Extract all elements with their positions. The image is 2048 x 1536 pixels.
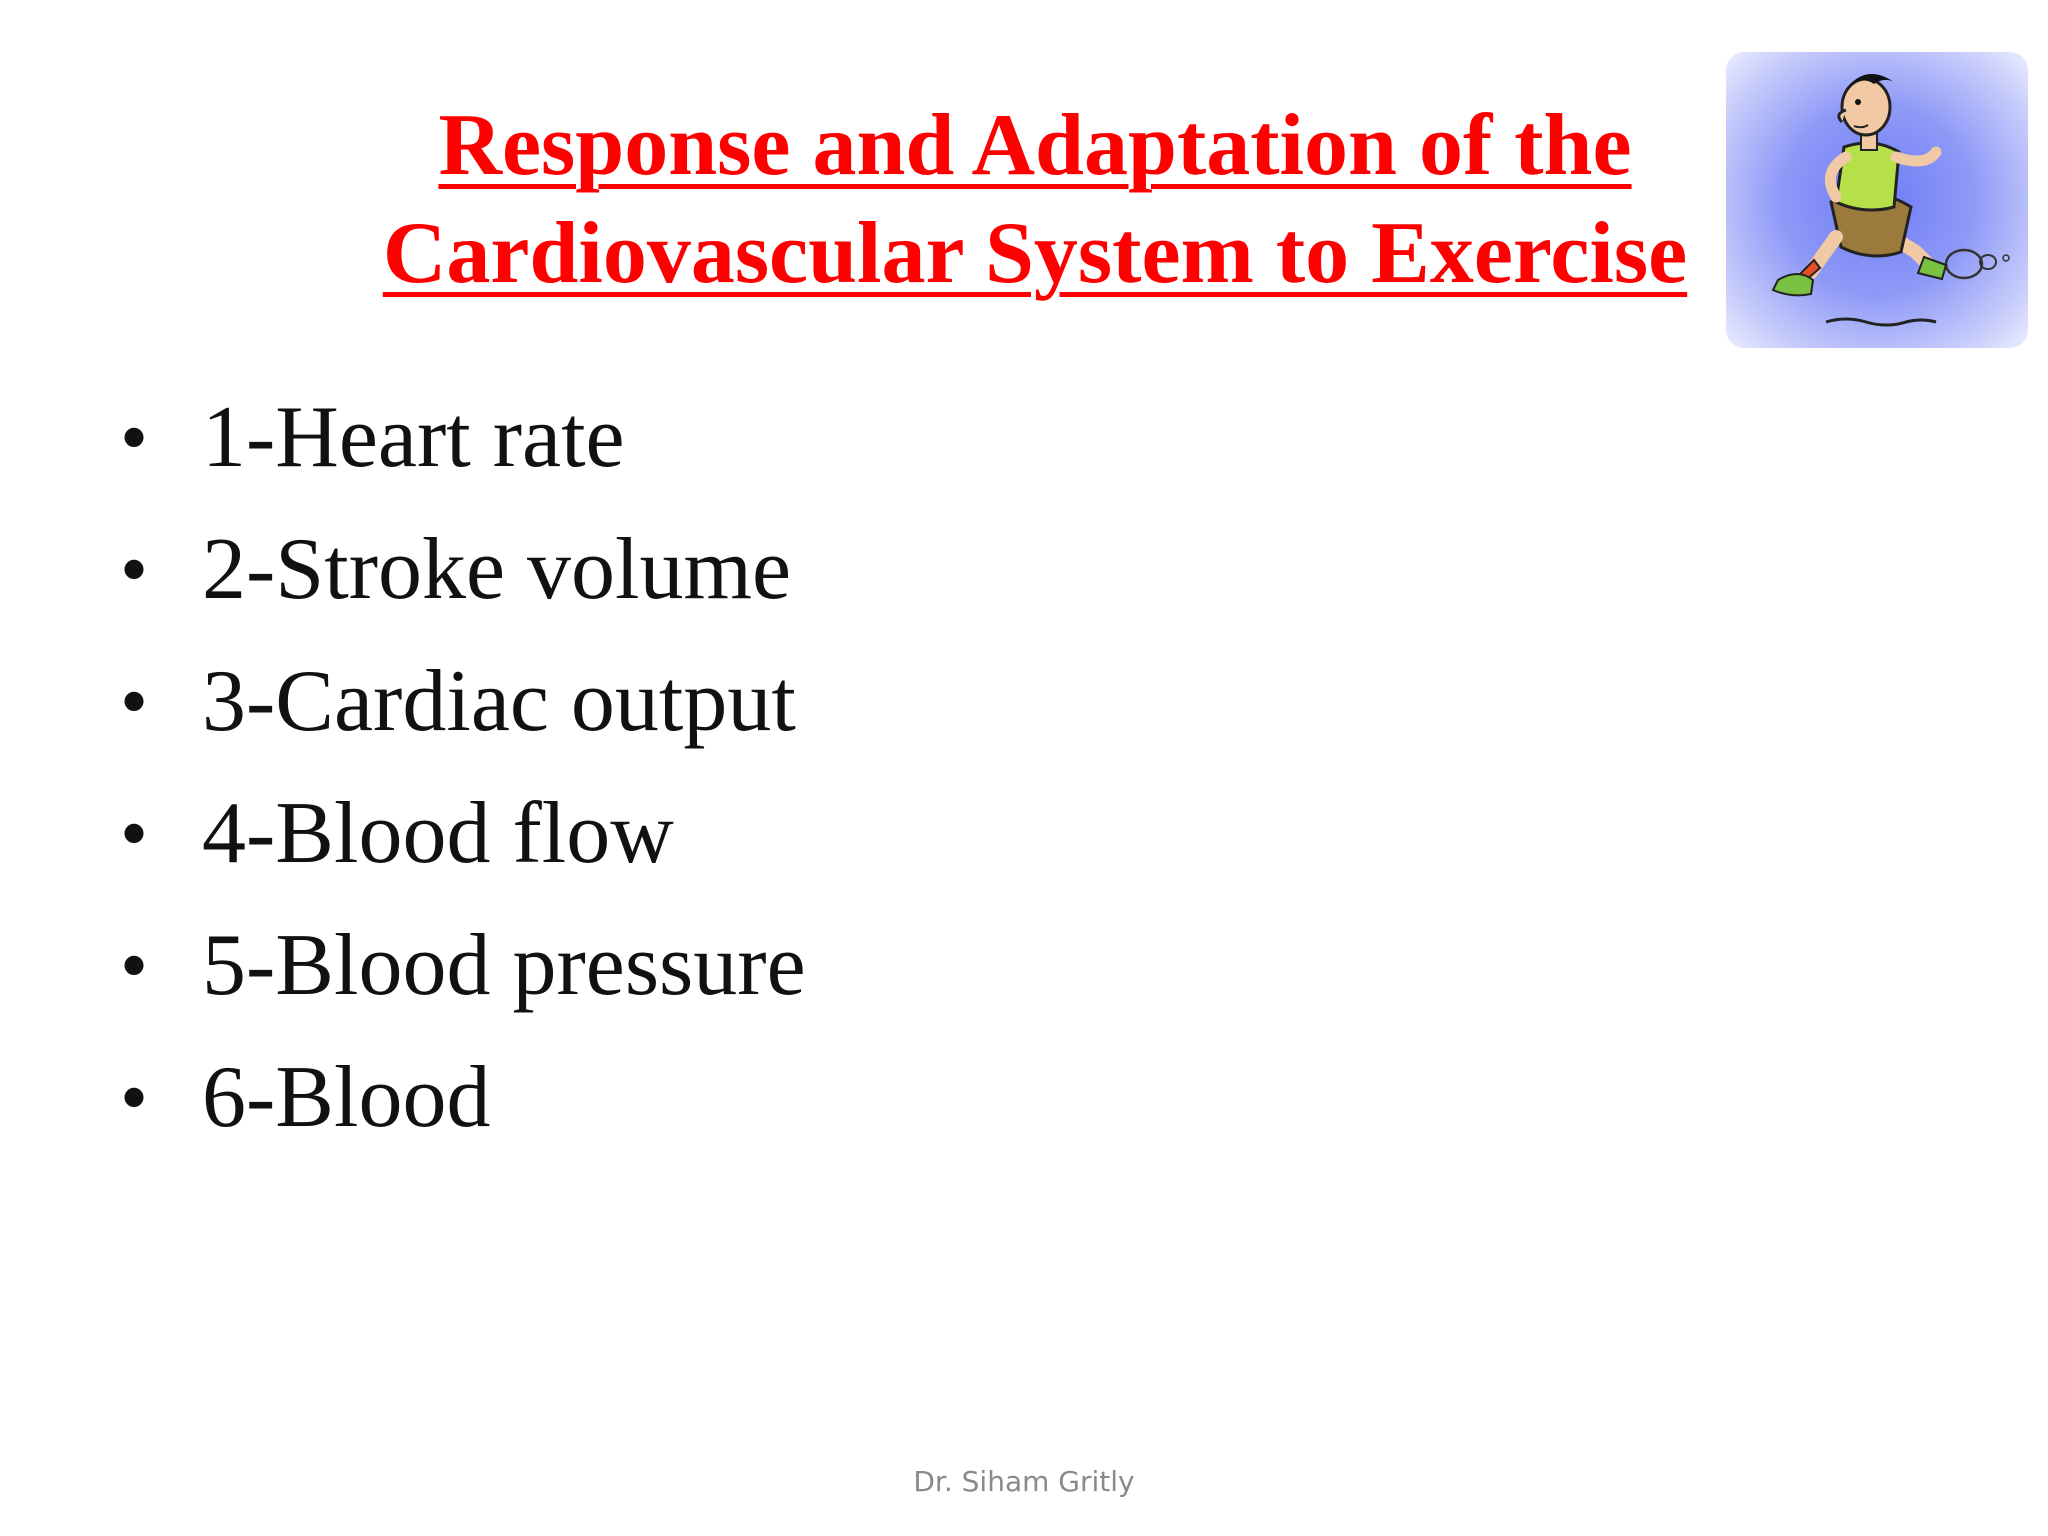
- list-item: [120, 372, 806, 504]
- bullet-text: 6-Blood: [202, 1049, 491, 1146]
- bullet-icon: •: [120, 394, 149, 482]
- list-item: [120, 768, 806, 900]
- bullet-text: 2-Stroke volume: [202, 521, 792, 618]
- bullet-icon: •: [120, 790, 149, 878]
- bullet-icon: •: [120, 1054, 149, 1142]
- list-item: [120, 1032, 806, 1164]
- bullet-icon: •: [120, 526, 149, 614]
- title-line-1: Response and Adaptation of the: [438, 97, 1632, 194]
- bullet-list: [120, 372, 806, 1164]
- list-item: [120, 636, 806, 768]
- bullet-text: 3-Cardiac output: [202, 653, 796, 750]
- list-item: [120, 900, 806, 1032]
- bullet-text: 4-Blood flow: [202, 785, 674, 882]
- bullet-icon: •: [120, 658, 149, 746]
- slide-title: [300, 92, 1770, 308]
- bullet-icon: •: [120, 922, 149, 1010]
- bullet-text: 5-Blood pressure: [202, 917, 806, 1014]
- bullet-text: 1-Heart rate: [202, 389, 625, 486]
- title-line-2: Cardiovascular System to Exercise: [382, 205, 1688, 302]
- slide-footer: Dr. Siham Gritly: [913, 1465, 1135, 1498]
- list-item: [120, 504, 806, 636]
- running-man-cartoon-icon: [1726, 52, 2028, 348]
